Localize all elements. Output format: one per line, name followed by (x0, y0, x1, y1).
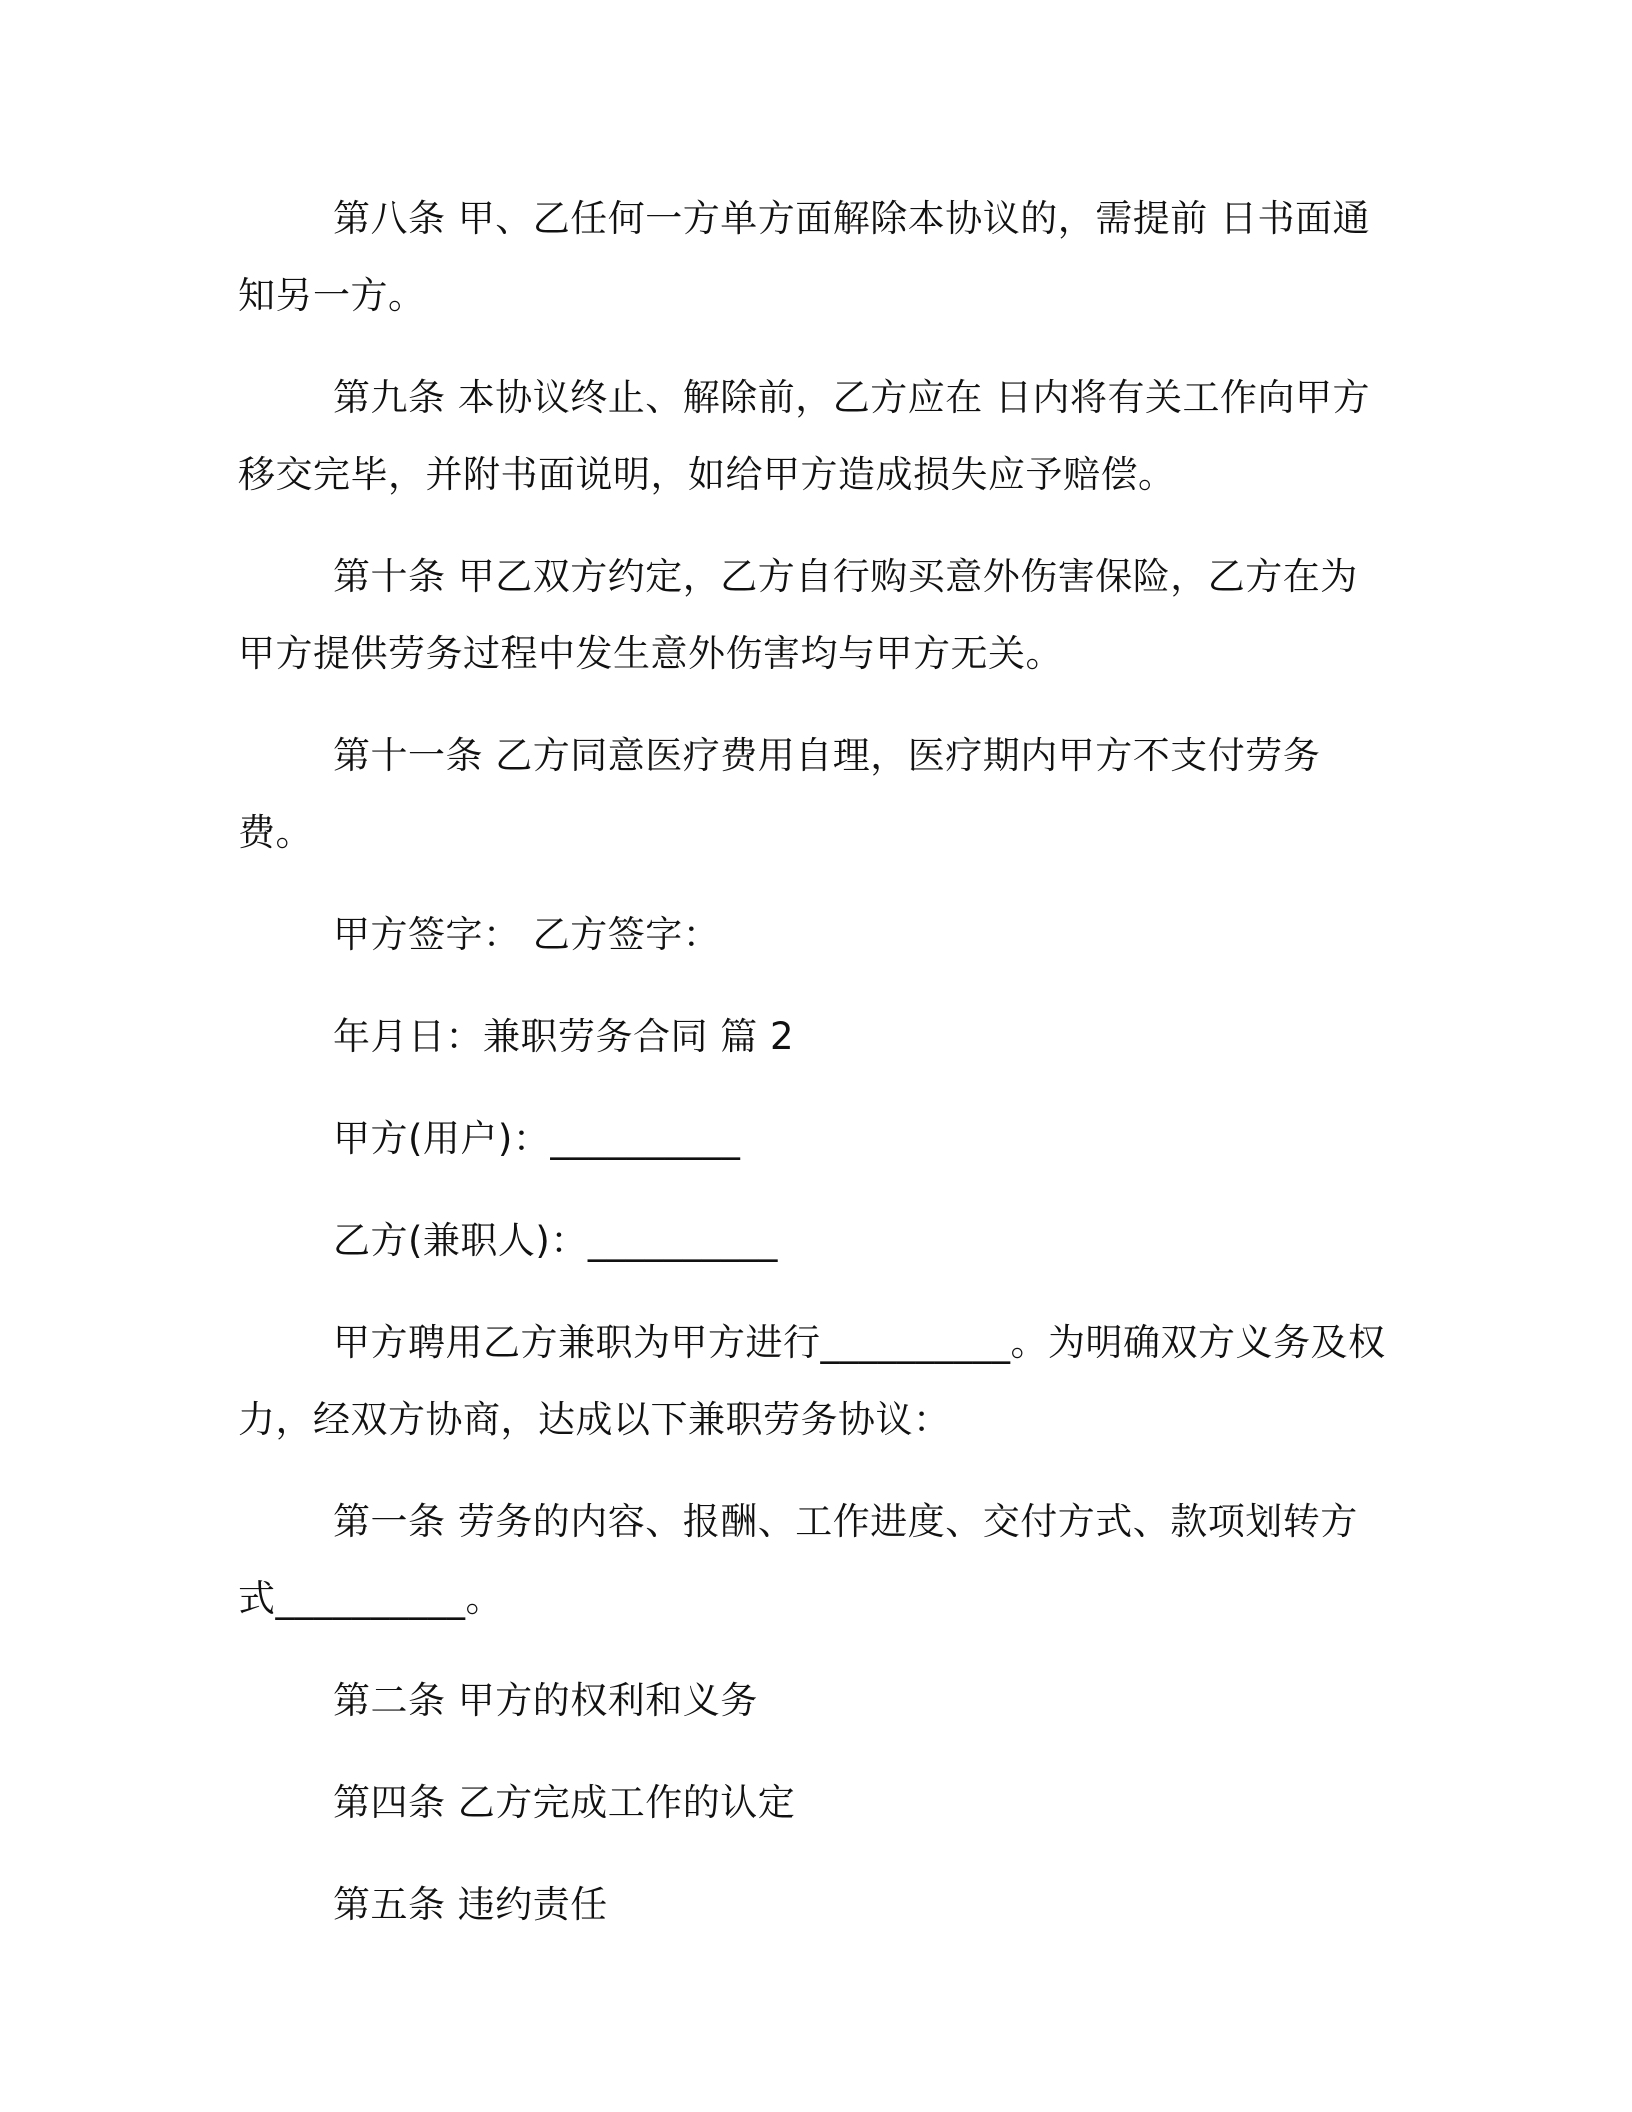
paragraph-party-b: 乙方(兼职人)：__________ (333, 1219, 778, 1262)
paragraph-article-4: 第四条 乙方完成工作的认定 (333, 1781, 796, 1824)
paragraph-signatures: 甲方签字： 乙方签字： (333, 913, 721, 956)
paragraph-date-heading: 年月日：兼职劳务合同 篇 2 (333, 1015, 795, 1058)
paragraph-article-10: 第十条 甲乙双方约定，乙方自行购买意外伤害保险，乙方在为甲方提供劳务过程中发生意外伤害均与甲方无关。 (238, 555, 1358, 675)
paragraph-party-a: 甲方(用户)：__________ (333, 1117, 741, 1160)
document-body (238, 180, 1388, 1968)
paragraph-article-1: 第一条 劳务的内容、报酬、工作进度、交付方式、款项划转方式__________。 (238, 1500, 1358, 1620)
paragraph-article-8: 第八条 甲、乙任何一方单方面解除本协议的，需提前 日书面通知另一方。 (238, 197, 1371, 317)
paragraph-article-2: 第二条 甲方的权利和义务 (333, 1679, 758, 1722)
paragraph-article-9: 第九条 本协议终止、解除前，乙方应在 日内将有关工作向甲方移交完毕，并附书面说明，如给甲方造成损失应予赔偿。 (238, 376, 1371, 496)
paragraph-article-5: 第五条 违约责任 (333, 1883, 608, 1926)
paragraph-article-11: 第十一条 乙方同意医疗费用自理，医疗期内甲方不支付劳务费。 (238, 734, 1321, 854)
paragraph-preamble: 甲方聘用乙方兼职为甲方进行__________。为明确双方义务及权力，经双方协商，达成以下兼职劳务协议： (238, 1321, 1386, 1441)
